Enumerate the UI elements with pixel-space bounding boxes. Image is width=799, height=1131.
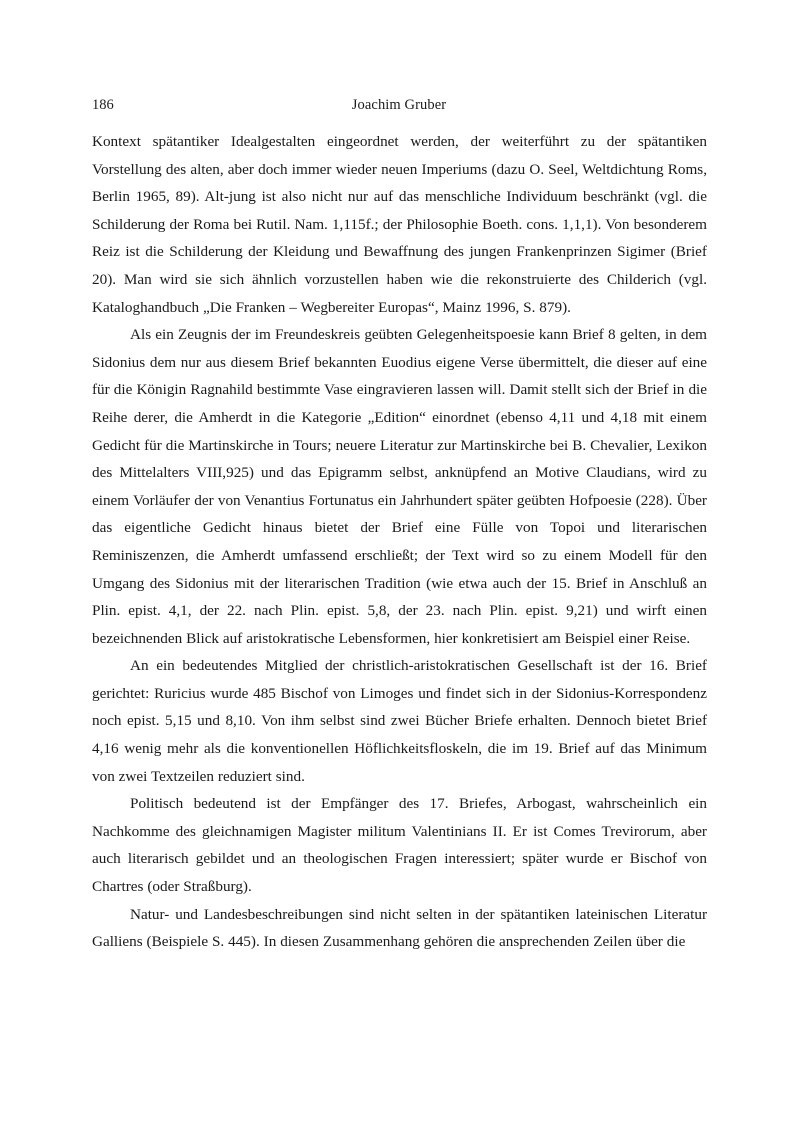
- paragraph-5: Natur- und Landesbeschreibungen sind nicht selten in der spätantiken lateinischen Literatur Galliens (Beispiele S. 445). In diesen Zusammenhang gehören die ansprechenden Zeilen über die: [92, 905, 707, 951]
- body-text-block: [92, 128, 707, 956]
- paragraph-2: Als ein Zeugnis der im Freundeskreis geübten Gelegenheitspoesie kann Brief 8 gelten, in dem Sidonius dem nur aus diesem Brief bekannten Euodius eigene Verse übermittelt, die dieser auf eine für die Königin Ragnahild bestimmte Vase eingravieren lassen will. Damit stellt sich der Brief in die Reihe derer, die Amherdt in die Kategorie „Edition“ einordnet (ebenso 4,11 und 4,18 mit einem Gedicht für die Martinskirche in Tours; neuere Literatur zur Martinskirche bei B. Chevalier, Lexikon des Mittelalters VIII,925) und das Epigramm selbst, anknüpfend an Motive Claudians, wird zu einem Vorläufer der von Venantius Fortunatus ein Jahrhundert später geübten Hofpoesie (228). Über das eigentliche Gedicht hinaus bietet der Brief eine Fülle von Topoi und literarischen Reminiszenzen, die Amherdt umfassend erschließt; der Text wird so zu einem Modell für den Umgang des Sidonius mit der literarischen Tradition (wie etwa auch der 15. Brief in Anschluß an Plin. epist. 4,1, der 22. nach Plin. epist. 5,8, der 23. nach Plin. epist. 9,21) und wirft einen bezeichnenden Blick auf aristokratische Lebensformen, hier konkretisiert am Beispiel einer Reise.: [92, 326, 707, 647]
- page-number: 186: [92, 97, 114, 113]
- running-head: [92, 95, 706, 115]
- paragraph-1: Kontext spätantiker Idealgestalten eingeordnet werden, der weiterführt zu der spätantiken Vorstellung des alten, aber doch immer wieder neuen Imperiums (dazu O. Seel, Weltdichtung Roms, Berlin 1965, 89). Alt-jung ist also nicht nur auf das menschliche Individuum beschränkt (vgl. die Schilderung der Roma bei Rutil. Nam. 1,115f.; der Philosophie Boeth. cons. 1,1,1). Von besonderem Reiz ist die Schilderung der Kleidung und Bewaffnung des jungen Frankenprinzen Sigimer (Brief 20). Man wird sie sich ähnlich vorzustellen haben wie die rekonstruierte des Childerich (vgl. Kataloghandbuch „Die Franken – Wegbereiter Europas“, Mainz 1996, S. 879).: [92, 133, 707, 316]
- paragraph-3: An ein bedeutendes Mitglied der christlich-aristokratischen Gesellschaft ist der 16. Brief gerichtet: Ruricius wurde 485 Bischof von Limoges und findet sich in der Sidonius-Korrespondenz noch epist. 5,15 und 8,10. Von ihm selbst sind zwei Bücher Briefe erhalten. Dennoch bietet Brief 4,16 wenig mehr als die konventionellen Höflichkeitsfloskeln, die im 19. Brief auf das Minimum von zwei Textzeilen reduziert sind.: [92, 657, 707, 785]
- running-head-author: Joachim Gruber: [351, 97, 447, 113]
- paragraph-4: Politisch bedeutend ist der Empfänger des 17. Briefes, Arbogast, wahrscheinlich ein Nachkomme des gleichnamigen Magister militum Valentinians II. Er ist Comes Trevirorum, aber auch literarisch gebildet und an theologischen Fragen interessiert; später wurde er Bischof von Chartres (oder Straßburg).: [92, 795, 707, 896]
